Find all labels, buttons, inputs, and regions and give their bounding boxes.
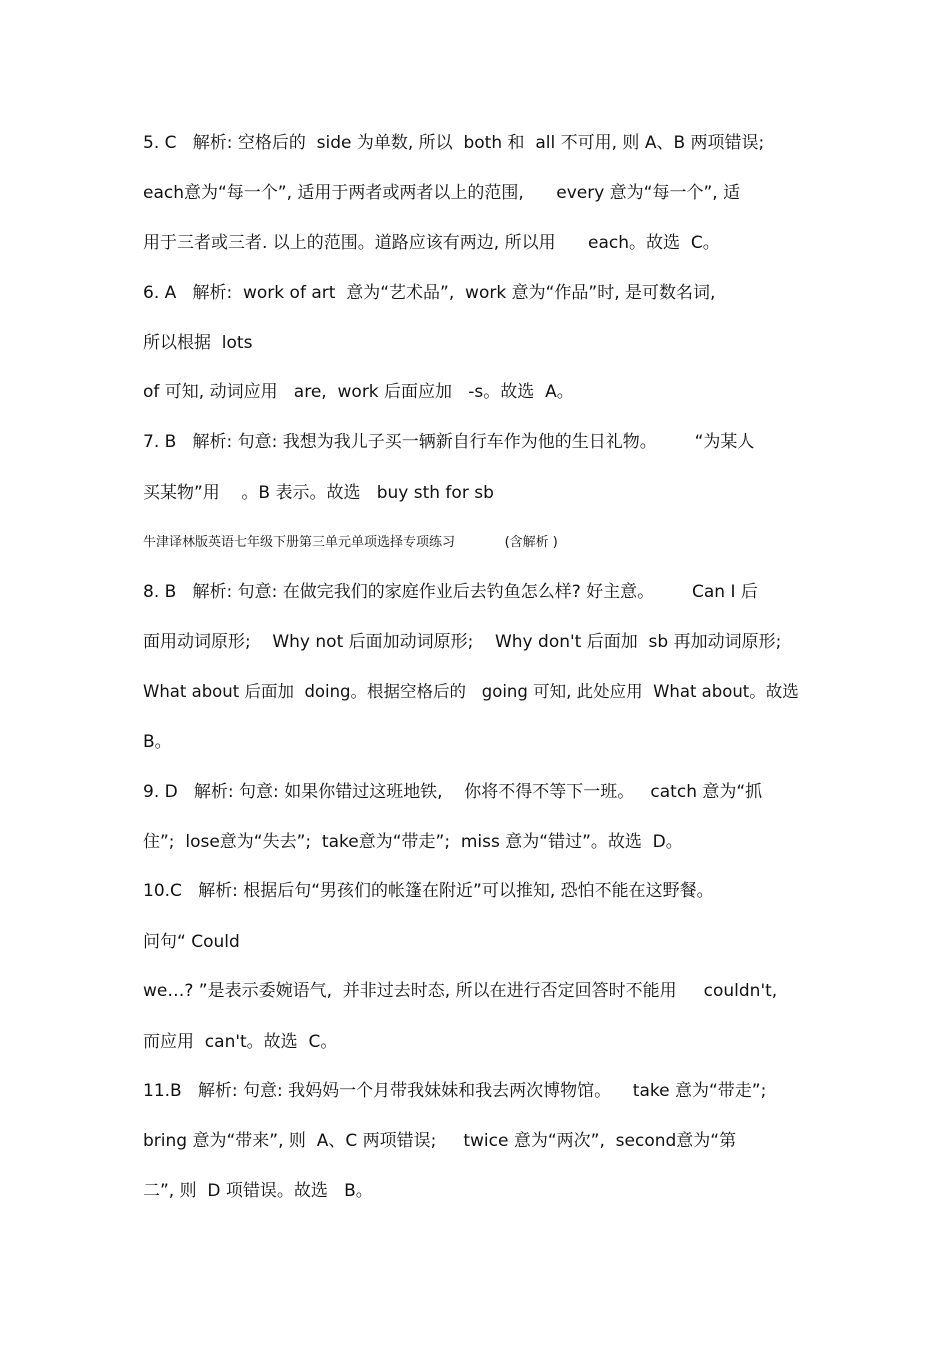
answer-11-line-3: 二”, 则 D 项错误。故选 B。 (143, 1181, 373, 1201)
answer-9-line-2: 住”; lose意为“失去”; take意为“带走”; miss 意为“错过”。故选 D。 (143, 832, 683, 852)
answer-9-line-1: 9. D 解析: 句意: 如果你错过这班地铁, 你将不得不等下一班。 catch 意为“抓 (143, 782, 763, 802)
answer-8-line-1: 8. B 解析: 句意: 在做完我们的家庭作业后去钓鱼怎么样? 好主意。 Can I 后 (143, 582, 758, 602)
answer-8-line-2: 面用动词原形; Why not 后面加动词原形; Why don't 后面加 sb 再加动词原形; (143, 632, 782, 652)
answer-10-line-3: we…? ”是表示委婉语气, 并非过去时态, 所以在进行否定回答时不能用 couldn't, (143, 981, 778, 1001)
answer-10-line-4: 而应用 can't。故选 C。 (143, 1032, 338, 1052)
answer-11-line-2: bring 意为“带来”, 则 A、C 两项错误; twice 意为“两次”, second意为“第 (143, 1131, 737, 1151)
answer-6-line-3: of 可知, 动词应用 are, work 后面应加 -s。故选 A。 (143, 382, 574, 402)
answer-10-line-1: 10.C 解析: 根据后句“男孩们的帐篷在附近”可以推知, 恐怕不能在这野餐。 (143, 881, 714, 901)
running-header: 牛津译林版英语七年级下册第三单元单项选择专项练习 (含解析 ) (143, 535, 558, 550)
answer-11-line-1: 11.B 解析: 句意: 我妈妈一个月带我妹妹和我去两次博物馆。 take 意为“带走”; (143, 1081, 767, 1101)
answer-7-line-1: 7. B 解析: 句意: 我想为我儿子买一辆新自行车作为他的生日礼物。 “为某人 (143, 432, 755, 452)
answer-8-line-3: What about 后面加 doing。根据空格后的 going 可知, 此处应用 What about。故选 (143, 682, 799, 701)
answer-5-line-2: each意为“每一个”, 适用于两者或两者以上的范围, every 意为“每一个”, 适 (143, 183, 741, 203)
answer-6-line-2: 所以根据 lots (143, 333, 253, 353)
answer-7-line-2: 买某物”用 。B 表示。故选 buy sth for sb (143, 483, 494, 503)
answer-8-line-4: B。 (143, 732, 172, 752)
answer-5-line-3: 用于三者或三者. 以上的范围。道路应该有两边, 所以用 each。故选 C。 (143, 233, 720, 253)
answer-6-line-1: 6. A 解析: work of art 意为“艺术品”, work 意为“作品”时, 是可数名词, (143, 283, 716, 303)
answer-5-line-1: 5. C 解析: 空格后的 side 为单数, 所以 both 和 all 不可用, 则 A、B 两项错误; (143, 133, 765, 153)
answer-10-line-2: 问句“ Could (143, 932, 240, 952)
